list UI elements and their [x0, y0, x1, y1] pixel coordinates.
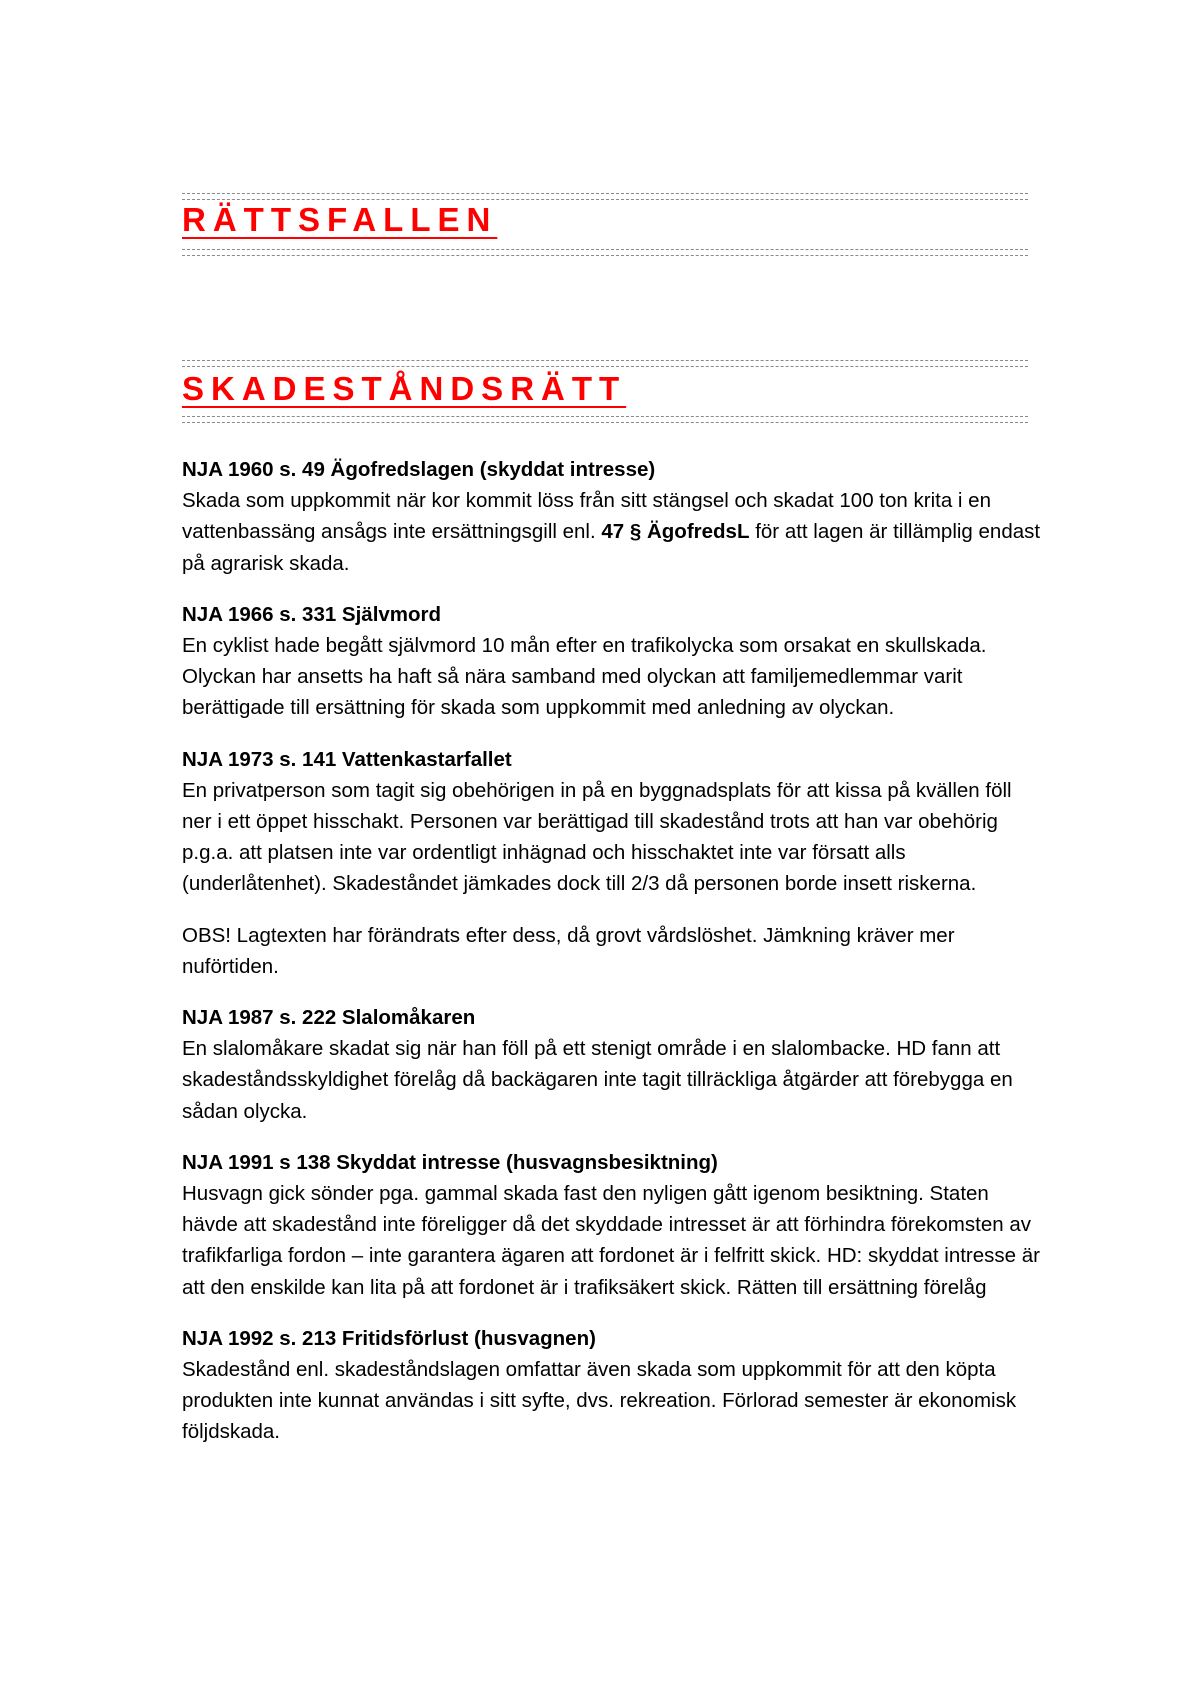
- case-title: NJA 1992 s. 213 Fritidsförlust (husvagnen): [182, 1326, 596, 1350]
- case-entry: [182, 599, 1042, 724]
- case-entry: [182, 1147, 1042, 1303]
- note-paragraph: [182, 920, 1042, 982]
- case-body: En slalomåkare skadat sig när han föll på ett stenigt område i en slalombacke. HD fann att skadeståndsskyldighet förelåg då backägaren inte tagit tillräckliga åtgärder att förebygga en sådan olycka.: [182, 1037, 1013, 1123]
- heading-rule-bottom: [182, 416, 1028, 423]
- case-body: En cyklist hade begått självmord 10 mån efter en trafikolycka som orsakat en skullskada. Olyckan har ansetts ha haft så nära samband med olyckan att familjemedlemmar varit berättigade till ersättning för skada som uppkommit med anledning av olyckan.: [182, 634, 987, 720]
- case-body-text: för att lagen är tillämplig endast på agrarisk skada.: [182, 520, 1041, 575]
- case-body: Skadestånd enl. skadeståndslagen omfattar även skada som uppkommit för att den köpta produkten inte kunnat användas i sitt syfte, dvs. rekreation. Förlorad semester är ekonomisk följdskada.: [182, 1358, 1017, 1444]
- case-body: [182, 485, 1042, 579]
- case-body: Husvagn gick sönder pga. gammal skada fast den nyligen gått igenom besiktning. Staten hävde att skadestånd inte föreligger då det skyddade intresset är att förhindra förekomsten av trafikfarliga fordon – inte garantera ägaren att fordonet är i felfritt skick. HD: skyddat intresse är att den enskilde kan lita på att fordonet är i trafiksäkert skick. Rätten till ersättning förelåg: [182, 1182, 1040, 1299]
- case-body-text: Skada som uppkommit när kor kommit löss från sitt stängsel och skadat 100 ton krita i en vattenbassäng ansågs inte ersättningsgill enl.: [182, 489, 991, 544]
- note-text: OBS! Lagtexten har förändrats efter dess, då grovt vårdslöshet. Jämkning kräver mer nuförtiden.: [182, 923, 955, 978]
- law-reference: 47 § ÄgofredsL: [601, 520, 750, 544]
- case-body: En privatperson som tagit sig obehörigen in på en byggnadsplats för att kissa på kvällen föll ner i ett öppet hisschakt. Personen var berättigad till skadestånd trots att han var obehörig p.g.a. att platsen inte var ordentligt inhägnad och hisschaktet inte var försatt alls (underlåtenhet). Skadeståndet jämkades dock till 2/3 då personen borde insett riskerna.: [182, 778, 1012, 896]
- heading-rule-bottom: [182, 249, 1028, 256]
- case-entry: [182, 744, 1042, 900]
- main-heading: RÄTTSFALLEN: [182, 201, 498, 238]
- heading-rule-top: [182, 193, 1028, 200]
- case-entry: [182, 1323, 1042, 1448]
- heading-rule-top: [182, 360, 1028, 367]
- section-heading: SKADESTÅNDSRÄTT: [182, 370, 627, 407]
- case-title: NJA 1973 s. 141 Vattenkastarfallet: [182, 747, 512, 771]
- case-title: NJA 1960 s. 49 Ägofredslagen (skyddat intresse): [182, 458, 656, 481]
- case-title: NJA 1966 s. 331 Självmord: [182, 602, 442, 626]
- case-entry: [182, 454, 1042, 579]
- case-list: [182, 454, 1042, 1468]
- case-title: NJA 1987 s. 222 Slalomåkaren: [182, 1006, 476, 1030]
- case-entry: [182, 1002, 1042, 1127]
- case-title: NJA 1991 s 138 Skyddat intresse (husvagnsbesiktning): [182, 1150, 718, 1174]
